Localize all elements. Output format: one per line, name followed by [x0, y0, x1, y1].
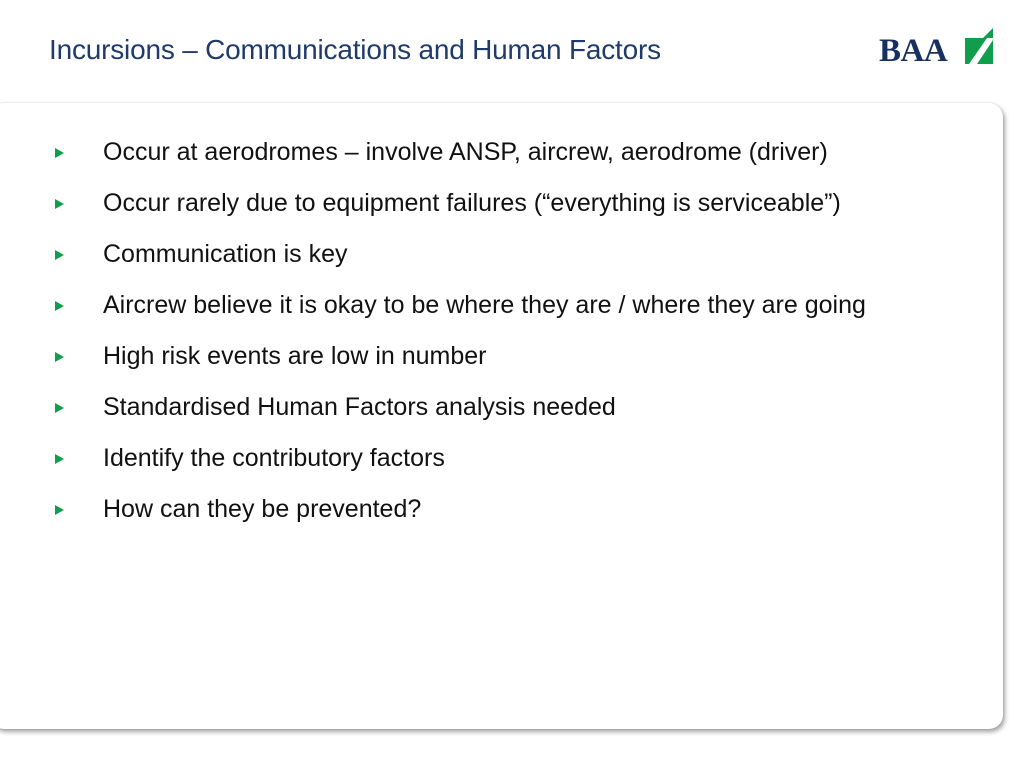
triangle-bullet-icon [55, 352, 64, 362]
list-item [55, 188, 955, 219]
triangle-bullet-icon [55, 301, 64, 311]
slide-title: Incursions – Communications and Human Factors [49, 34, 661, 65]
baa-logo [879, 28, 997, 68]
bullet-text: Standardised Human Factors analysis needed [103, 393, 616, 421]
triangle-bullet-icon [55, 403, 64, 413]
bullet-list [55, 137, 955, 545]
list-item [55, 443, 955, 474]
bullet-text: Occur rarely due to equipment failures (“everything is serviceable”) [103, 189, 841, 217]
triangle-bullet-icon [55, 505, 64, 515]
triangle-bullet-icon [55, 250, 64, 260]
bullet-text: How can they be prevented? [103, 495, 422, 523]
list-item [55, 392, 955, 423]
triangle-bullet-icon [55, 454, 64, 464]
list-item [55, 137, 955, 168]
list-item [55, 290, 955, 321]
baa-green-flag-logo-icon [963, 28, 997, 68]
list-item [55, 341, 955, 372]
bullet-text: Occur at aerodromes – involve ANSP, aircrew, aerodrome (driver) [103, 138, 828, 166]
triangle-bullet-icon [55, 199, 64, 209]
bullet-text: Aircrew believe it is okay to be where they are / where they are going [103, 291, 866, 319]
bullet-text: High risk events are low in number [103, 342, 487, 370]
triangle-bullet-icon [55, 148, 64, 158]
list-item [55, 239, 955, 270]
bullet-text: Communication is key [103, 240, 348, 268]
logo-text: BAA [879, 33, 948, 69]
list-item [55, 494, 955, 525]
bullet-text: Identify the contributory factors [103, 444, 445, 472]
